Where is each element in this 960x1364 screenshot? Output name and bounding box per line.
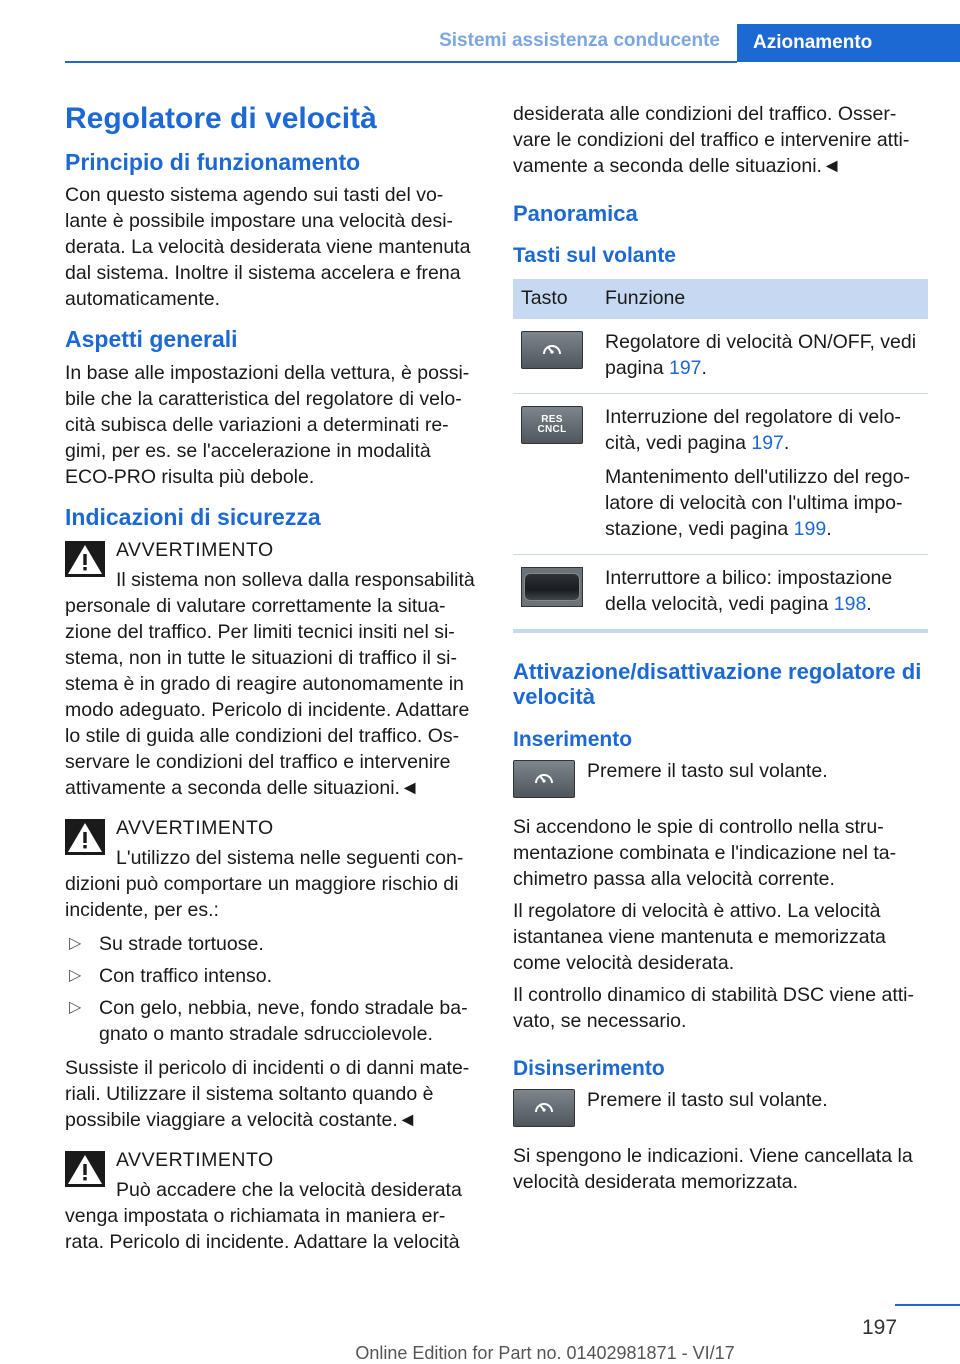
speedometer-icon [532, 1098, 556, 1118]
on-heading: Inserimento [513, 727, 633, 751]
warning-title: AVVERTIMENTO [116, 539, 274, 562]
header-divider [65, 61, 737, 63]
safety-heading: Indicazioni di sicurezza [65, 503, 321, 530]
column-header-function: Funzione [597, 279, 928, 319]
page-header [0, 24, 960, 62]
rocker-switch-icon [524, 573, 580, 601]
triangle-bullet-icon: ▷ [69, 967, 82, 985]
off-heading: Disinserimento [513, 1056, 665, 1080]
triangle-bullet-icon: ▷ [69, 999, 82, 1017]
list-item: ▷ Con gelo, nebbia, neve, fondo stradale ba-gnato o manto stradale sdrucciolevole. [69, 997, 468, 1046]
warning-triangle-icon [65, 1151, 105, 1187]
on-text-3: Il controllo dinamico di stabilità DSC viene atti-vato, se necessario. [513, 983, 915, 1032]
warning-conditions-list [65, 931, 480, 1047]
page-link[interactable]: 199 [793, 517, 827, 540]
page-link[interactable]: 197 [668, 356, 702, 379]
page-number: 197 [862, 1316, 898, 1339]
speedometer-icon [540, 340, 564, 360]
warning-triangle-icon [65, 541, 105, 577]
off-press-text: Premere il tasto sul volante. [587, 1088, 828, 1111]
warning-3 [65, 1147, 480, 1255]
steering-wheel-keys-table [513, 279, 928, 633]
general-heading: Aspetti generali [65, 326, 238, 353]
warning-text: Può accadere che la velocità desiderata venga impostata o richiamata in maniera er-rata. Pericolo di incidente. Adattare la velocità [65, 1179, 462, 1254]
on-text-1: Si accendono le spie di controllo nella stru-mentazione combinata e l'indicazione nel ta-chimetro passa alla velocità corrente. [513, 815, 897, 890]
on-text-2: Il regolatore di velocità è attivo. La velocità istantanea viene mantenuta e memorizzata come velocità desiderata. [513, 899, 886, 974]
page-link[interactable]: 197 [751, 431, 784, 454]
edition-footer: Online Edition for Part no. 01402981871 - VI/17 [355, 1343, 735, 1363]
warning-2 [65, 815, 480, 1133]
warning-text: Il sistema non solleva dalla responsabilità personale di valutare correttamente la situa-zione del traffico. Per limiti tecnici insiti nel si-stema, non in tutte le situazioni di traffico il si-stema è in grado di reagire autonomamente in modo adeguato. Pericolo di incidente. Adattare lo stile di guida alle condizioni del traffico. Os-servare le condizioni del traffico e intervenire attivamente a seconda delle situazioni.◄ [65, 569, 475, 800]
right-column [513, 101, 928, 1209]
warning-text: L'utilizzo del sistema nelle seguenti con-dizioni può comportare un maggiore rischio di incidente, per es.: [65, 847, 464, 922]
header-chapter-tab[interactable]: Azionamento [737, 24, 960, 62]
table-row: Interruttore a bilico: impostazione della velocità, vedi pagina 198. [513, 554, 928, 631]
cruise-control-key[interactable] [513, 1089, 575, 1127]
section-safety [65, 504, 480, 1256]
continued-warning-text: desiderata alle condizioni del traffico. Osser-vare le condizioni del traffico e intervenire atti-vamente a seconda delle situazioni.◄ [513, 103, 910, 177]
section-principle [65, 149, 480, 313]
list-item: ▷ Con traffico intenso. [69, 965, 273, 988]
on-instruction [513, 758, 928, 800]
keys-heading: Tasti sul volante [513, 244, 676, 268]
section-general [65, 326, 480, 490]
page-title: Regolatore di velocità [65, 102, 377, 135]
warning-title: AVVERTIMENTO [116, 817, 274, 840]
left-column [65, 98, 480, 1269]
cruise-control-key[interactable] [521, 331, 583, 369]
off-text-1: Si spengono le indicazioni. Viene cancellata la velocità desiderata memorizzata. [513, 1144, 913, 1193]
general-text: In base alle impostazioni della vettura, è possi-bile che la caratteristica del regolatore di velo-cità subisca delle variazioni a determinati re-gimi, per es. se l'accelerazione in modalità ECO-PRO risulta più debole. [65, 361, 470, 488]
warning-1 [65, 537, 480, 801]
warning-after-text: Sussiste il pericolo di incidenti o di danni mate-riali. Utilizzare il sistema soltanto quando è possibile viaggiare a velocità costante.◄ [65, 1057, 470, 1132]
warning-triangle-icon [65, 819, 105, 855]
table-row: Regolatore di velocità ON/OFF, vedi pagina 197. [513, 319, 928, 394]
rocker-switch-key[interactable] [521, 567, 583, 607]
principle-heading: Principio di funzionamento [65, 148, 361, 175]
page-link[interactable]: 198 [833, 592, 867, 615]
overview-heading: Panoramica [513, 201, 638, 226]
footer-divider [895, 1304, 960, 1306]
column-header-key: Tasto [513, 279, 597, 319]
principle-text: Con questo sistema agendo sui tasti del vo-lante è possibile impostare una velocità desi-derata. La velocità desiderata viene mantenuta dal sistema. Inoltre il sistema accelera e frena automaticamente. [65, 184, 471, 311]
speedometer-icon [532, 769, 556, 789]
on-press-text: Premere il tasto sul volante. [587, 759, 828, 782]
table-row: RES CNCL Interruzione del regolatore di velo-cità, vedi pagina 197. Mantenimento dell'utilizzo del rego-latore di velocità con l'ultima impo-stazione, vedi pagina 199. [513, 393, 928, 554]
off-instruction [513, 1087, 928, 1129]
warning-title: AVVERTIMENTO [116, 1149, 274, 1172]
activation-heading: Attivazione/disattivazione regolatore di velocità [513, 658, 922, 709]
res-cncl-key[interactable]: RES CNCL [521, 406, 583, 444]
cruise-control-key[interactable] [513, 760, 575, 798]
triangle-bullet-icon: ▷ [69, 935, 82, 953]
list-item: ▷ Su strade tortuose. [69, 933, 264, 956]
header-section-title: Sistemi assistenza conducente [439, 30, 720, 51]
